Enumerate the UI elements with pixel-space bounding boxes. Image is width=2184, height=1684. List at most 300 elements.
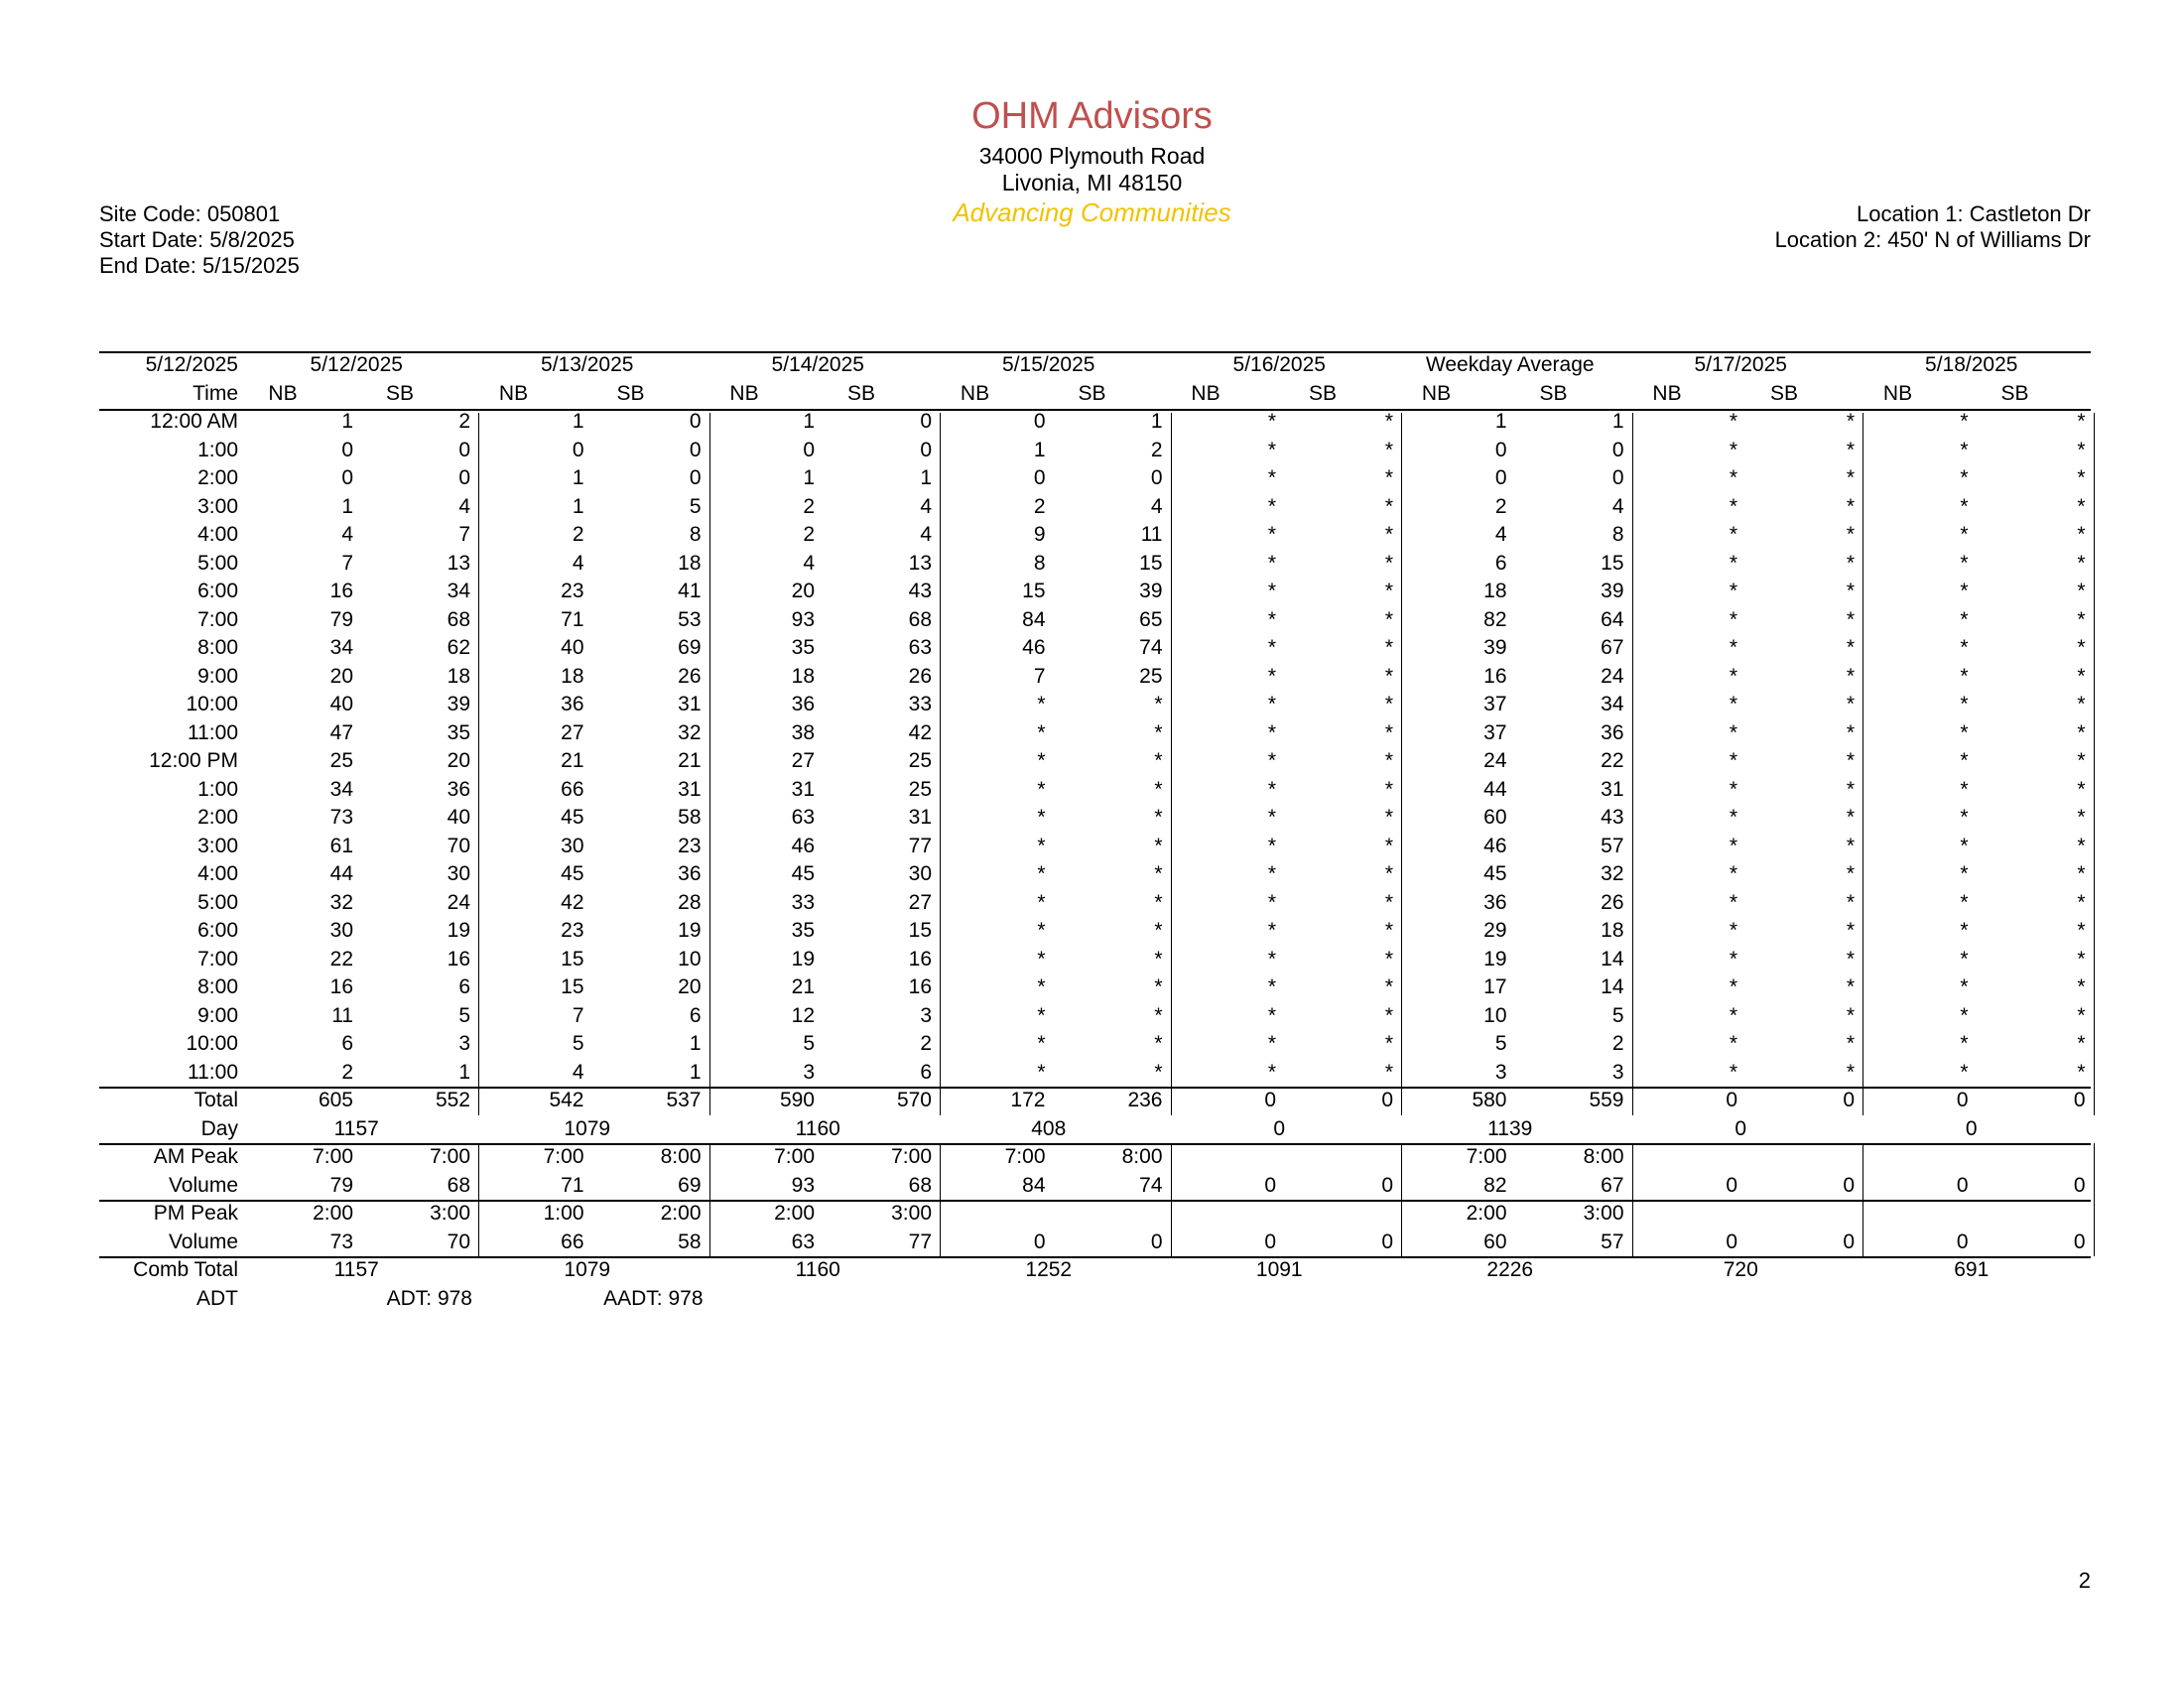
count-cell: 4 [1150,494,1163,518]
count-cell: 24 [1483,749,1507,772]
day-total: 1157 [333,1116,379,1140]
count-cell: 15 [561,975,584,998]
nb-header: NB [268,382,298,405]
count-cell: * [1267,919,1276,942]
count-cell: 0 [1494,438,1507,461]
count-cell: * [1267,749,1276,772]
time-cell: 10:00 [186,1032,238,1055]
count-cell: 43 [1601,806,1624,829]
count-cell: 18 [1483,580,1507,602]
count-cell: 17 [1483,975,1507,998]
count-cell: 33 [791,890,815,914]
count-cell: 1 [341,494,353,518]
count-cell: * [1384,664,1393,688]
count-cell: 1 [1033,438,1046,461]
day-total: 1160 [795,1116,840,1140]
count-cell: * [1384,720,1393,744]
count-cell: 4 [458,494,470,518]
count-cell: * [1846,636,1855,659]
count-cell: 23 [561,580,584,602]
count-cell: 11 [1140,523,1163,546]
count-cell: 16 [908,975,932,998]
count-cell: * [1729,438,1737,461]
count-cell: 60 [1483,1230,1507,1253]
count-cell: 84 [1022,1173,1046,1197]
count-cell: 24 [1601,664,1624,688]
count-cell: * [1154,1003,1163,1027]
count-cell: 16 [447,947,470,971]
count-cell: * [1037,890,1046,914]
count-cell: 34 [1601,693,1624,715]
count-cell: * [1384,693,1393,715]
count-cell: 46 [1483,834,1507,857]
day-total: 0 [1965,1116,1978,1140]
time-cell: 4:00 [197,523,238,546]
count-cell: 2 [1033,494,1046,518]
count-cell: * [1037,862,1046,885]
count-cell: 30 [447,862,470,885]
count-cell: 24 [447,890,470,914]
comb-total-cell: 1079 [564,1258,611,1281]
count-cell: * [1960,720,1969,744]
count-cell: 2 [572,523,584,546]
count-cell: 25 [908,777,932,801]
count-cell: * [1384,749,1393,772]
nb-header: NB [960,382,990,405]
count-cell: 18 [1601,919,1624,942]
count-cell: 16 [1483,664,1507,688]
count-cell: * [2077,438,2086,461]
count-cell: * [2077,720,2086,744]
count-cell: 46 [1022,636,1046,659]
count-cell: * [1729,834,1737,857]
count-cell: 2:00 [660,1202,702,1225]
count-cell: 7:00 [543,1145,584,1168]
count-cell: 0 [1726,1089,1737,1111]
group-separator [1632,413,1633,1115]
count-cell: * [1729,410,1737,433]
count-cell: * [1960,438,1969,461]
count-cell: 36 [447,777,470,801]
count-cell: 6 [458,975,470,998]
count-cell: * [2077,410,2086,433]
count-cell: * [1846,890,1855,914]
count-cell: 580 [1472,1089,1507,1111]
count-cell: 0 [1956,1230,1969,1253]
count-cell: 3:00 [891,1202,932,1225]
count-cell: 30 [908,862,932,885]
time-cell: 1:00 [197,438,238,461]
day-total: 408 [1031,1116,1067,1140]
count-cell: 552 [435,1089,470,1111]
count-cell: 6 [920,1060,932,1084]
count-cell: 4 [1494,523,1507,546]
count-cell: 4 [920,523,932,546]
count-cell: 4 [803,551,815,575]
count-cell: 6 [1494,551,1507,575]
count-cell: 35 [447,720,470,744]
am-peak-label: AM Peak [153,1145,238,1168]
count-cell: * [2077,494,2086,518]
count-cell: 20 [791,580,815,602]
day-total: 1139 [1487,1116,1533,1140]
sb-header: SB [1308,382,1337,405]
pm-peak-label: PM Peak [153,1202,238,1225]
count-cell: 590 [779,1089,815,1111]
count-cell: 4 [341,523,353,546]
sb-header: SB [846,382,875,405]
count-cell: * [1960,834,1969,857]
count-cell: * [1846,551,1855,575]
nb-header: NB [1882,382,1913,405]
count-cell: * [1384,890,1393,914]
address-line-1: 34000 Plymouth Road [978,143,1206,169]
time-cell: 6:00 [197,580,238,602]
sb-header: SB [1769,382,1798,405]
comb-total-cell: 1160 [795,1258,840,1281]
count-cell: 31 [678,777,702,801]
nb-header: NB [1421,382,1452,405]
count-cell: 15 [908,919,932,942]
time-cell: 6:00 [197,919,238,942]
time-cell: 5:00 [197,890,238,914]
time-cell: 2:00 [197,466,238,489]
count-cell: * [1037,975,1046,998]
count-cell: 3:00 [430,1202,470,1225]
count-cell: 0 [1264,1173,1276,1197]
count-cell: * [1267,693,1276,715]
group-separator [709,413,710,1115]
count-cell: * [2077,834,2086,857]
count-cell: 27 [908,890,932,914]
count-cell: 0 [1726,1230,1737,1253]
count-cell: * [1729,523,1737,546]
count-cell: 0 [920,410,932,433]
count-cell: 16 [329,580,353,602]
count-cell: * [1267,523,1276,546]
comb-total-cell: 1157 [333,1258,379,1281]
count-cell: 2 [920,1032,932,1055]
group-separator [940,413,941,1115]
count-cell: 73 [329,1230,353,1253]
count-cell: 39 [1139,580,1163,602]
count-cell: 68 [447,1173,470,1197]
count-cell: 6 [689,1003,702,1027]
count-cell: 60 [1483,806,1507,829]
count-cell: 23 [561,919,584,942]
group-separator [2094,1143,2095,1256]
count-cell: 1 [1150,410,1163,433]
count-cell: * [1267,862,1276,885]
count-cell: 20 [447,749,470,772]
count-cell: 8:00 [1121,1145,1163,1168]
count-cell: 0 [1033,1230,1046,1253]
count-cell: * [1960,806,1969,829]
count-cell: 2 [1494,494,1507,518]
count-cell: 0 [1843,1089,1855,1111]
count-cell: * [1267,720,1276,744]
time-cell: 9:00 [197,664,238,688]
count-cell: * [2077,1032,2086,1055]
count-cell: 64 [1601,607,1624,631]
count-cell: * [1267,438,1276,461]
count-cell: 21 [561,749,584,772]
comb-total-cell: 1091 [1255,1258,1303,1281]
count-cell: * [1960,410,1969,433]
count-cell: * [1384,523,1393,546]
count-cell: * [1267,664,1276,688]
count-cell: 10 [678,947,702,971]
count-cell: 36 [678,862,702,885]
count-cell: 4 [572,1060,584,1084]
nb-header: NB [498,382,529,405]
group-separator [1171,413,1172,1115]
count-cell: * [1154,947,1163,971]
nb-header: NB [1652,382,1682,405]
count-cell: * [2077,551,2086,575]
count-cell: * [1729,664,1737,688]
count-cell: 4 [572,551,584,575]
count-cell: * [2077,890,2086,914]
count-cell: * [1846,749,1855,772]
count-cell: 12 [791,1003,815,1027]
count-cell: 0 [2073,1173,2086,1197]
count-cell: 1 [920,466,932,489]
count-cell: 18 [561,664,584,688]
count-cell: 0 [1726,1173,1737,1197]
count-cell: 1 [458,1060,470,1084]
count-cell: 19 [791,947,815,971]
count-cell: * [1846,438,1855,461]
count-cell: * [1037,834,1046,857]
count-cell: * [1037,749,1046,772]
time-cell: 5:00 [197,551,238,575]
count-cell: 20 [678,975,702,998]
count-cell: 13 [447,551,470,575]
count-cell: 18 [447,664,470,688]
group-separator [2094,413,2095,1115]
count-cell: 15 [1139,551,1163,575]
company-tagline: Advancing Communities [953,197,1231,227]
count-cell: * [1267,1060,1276,1084]
count-cell: * [1960,664,1969,688]
count-cell: * [1846,919,1855,942]
time-cell: 11:00 [188,1060,238,1084]
count-cell: * [1960,975,1969,998]
count-cell: * [1846,410,1855,433]
count-cell: * [1037,1032,1046,1055]
address-line-2: Livonia, MI 48150 [1001,170,1183,195]
count-cell: * [1267,947,1276,971]
count-cell: 0 [1843,1230,1855,1253]
count-cell: 28 [678,890,702,914]
count-cell: 25 [908,749,932,772]
count-cell: 8 [1033,551,1046,575]
corner-date: 5/12/2025 [145,353,238,376]
count-cell: 45 [561,806,584,829]
count-cell: 5 [458,1003,470,1027]
count-cell: 42 [908,720,932,744]
count-cell: 6 [341,1032,353,1055]
count-cell: 7:00 [891,1145,932,1168]
count-cell: * [1729,636,1737,659]
count-cell: 236 [1127,1089,1163,1111]
count-cell: * [2077,693,2086,715]
count-cell: * [1846,494,1855,518]
count-cell: 0 [1264,1089,1276,1111]
group-separator [709,1143,710,1256]
count-cell: 0 [1494,466,1507,489]
nb-header: NB [1191,382,1220,405]
count-cell: 84 [1022,607,1046,631]
count-cell: * [1729,1003,1737,1027]
count-cell: 0 [689,438,702,461]
count-cell: 63 [791,806,815,829]
count-cell: * [2077,777,2086,801]
count-cell: * [1384,607,1393,631]
count-cell: * [1037,777,1046,801]
location-2: Location 2: 450' N of Williams Dr [1774,227,2091,252]
count-cell: 63 [791,1230,815,1253]
count-cell: * [1729,919,1737,942]
count-cell: * [1729,607,1737,631]
count-cell: 19 [447,919,470,942]
count-cell: 29 [1483,919,1507,942]
count-cell: 21 [678,749,702,772]
site-code: Site Code: 050801 [99,201,281,226]
count-cell: 3:00 [1583,1202,1624,1225]
count-cell: 22 [1601,749,1624,772]
count-cell: 0 [572,438,584,461]
time-cell: 2:00 [197,806,238,829]
count-cell: * [1037,806,1046,829]
count-cell: * [1154,834,1163,857]
count-cell: 57 [1601,1230,1624,1253]
count-cell: 8 [1611,523,1624,546]
count-cell: * [2077,919,2086,942]
count-cell: * [1154,720,1163,744]
count-cell: 31 [1601,777,1624,801]
count-cell: 172 [1010,1089,1046,1111]
count-cell: * [1154,862,1163,885]
count-cell: 5 [1494,1032,1507,1055]
group-separator [940,1143,941,1256]
adt-label: ADT [196,1286,238,1310]
count-cell: * [1960,1060,1969,1084]
count-cell: 542 [549,1089,584,1111]
count-cell: 45 [561,862,584,885]
count-cell: 35 [791,919,815,942]
time-cell: 10:00 [186,693,238,715]
count-cell: * [1384,494,1393,518]
count-cell: * [1846,607,1855,631]
count-cell: * [1729,693,1737,715]
count-cell: 31 [678,693,702,715]
count-cell: 44 [329,862,353,885]
count-cell: * [2077,862,2086,885]
count-cell: 25 [1139,664,1163,688]
group-separator [1401,413,1402,1115]
count-cell: 3 [803,1060,815,1084]
count-cell: * [1384,862,1393,885]
count-cell: 0 [689,410,702,433]
count-cell: * [1960,607,1969,631]
count-cell: * [1846,806,1855,829]
count-cell: 18 [791,664,815,688]
time-cell: 7:00 [197,607,238,631]
count-cell: 0 [1956,1089,1969,1111]
count-cell: 0 [689,466,702,489]
count-cell: * [2077,1060,2086,1084]
count-cell: * [1384,1032,1393,1055]
count-cell: 39 [1483,636,1507,659]
comb-total-cell: 1252 [1025,1258,1073,1281]
count-cell: 16 [908,947,932,971]
count-cell: * [1384,1060,1393,1084]
table-top-rule [99,351,2091,353]
count-cell: 45 [1483,862,1507,885]
count-cell: 605 [318,1089,353,1111]
count-cell: 42 [561,890,584,914]
count-cell: * [1037,1060,1046,1084]
count-cell: 40 [329,693,353,715]
count-cell: 69 [678,636,702,659]
count-cell: 34 [329,777,353,801]
count-cell: 79 [329,607,353,631]
count-cell: * [1154,1060,1163,1084]
count-cell: 7:00 [430,1145,470,1168]
count-cell: 1 [1611,410,1624,433]
count-cell: * [2077,1003,2086,1027]
count-cell: * [1384,975,1393,998]
site-info [99,201,300,279]
count-cell: 31 [908,806,932,829]
count-cell: * [1960,693,1969,715]
time-cell: 8:00 [197,975,238,998]
count-cell: 0 [341,438,353,461]
count-cell: * [1729,947,1737,971]
count-cell: 73 [329,806,353,829]
count-cell: 31 [791,777,815,801]
count-cell: * [1267,410,1276,433]
count-cell: 45 [791,862,815,885]
count-cell: 36 [561,693,584,715]
aadt-value: AADT: 978 [603,1286,704,1310]
count-cell: 36 [1601,720,1624,744]
count-cell: * [1729,1060,1737,1084]
count-cell: 74 [1139,636,1163,659]
count-cell: * [1384,806,1393,829]
count-cell: 77 [908,1230,932,1253]
count-cell: * [1960,919,1969,942]
sb-header: SB [2000,382,2029,405]
count-cell: * [1846,777,1855,801]
count-cell: 2 [341,1060,353,1084]
count-cell: 33 [908,693,932,715]
count-cell: 70 [447,1230,470,1253]
nb-header: NB [729,382,759,405]
count-cell: 0 [1033,410,1046,433]
count-cell: * [1384,636,1393,659]
time-cell: 9:00 [197,1003,238,1027]
count-cell: 21 [791,975,815,998]
count-cell: 0 [341,466,353,489]
count-cell: 27 [561,720,584,744]
count-cell: 0 [2073,1089,2086,1111]
company-name: OHM Advisors [971,95,1213,137]
count-cell: 30 [561,834,584,857]
count-cell: * [1384,1003,1393,1027]
